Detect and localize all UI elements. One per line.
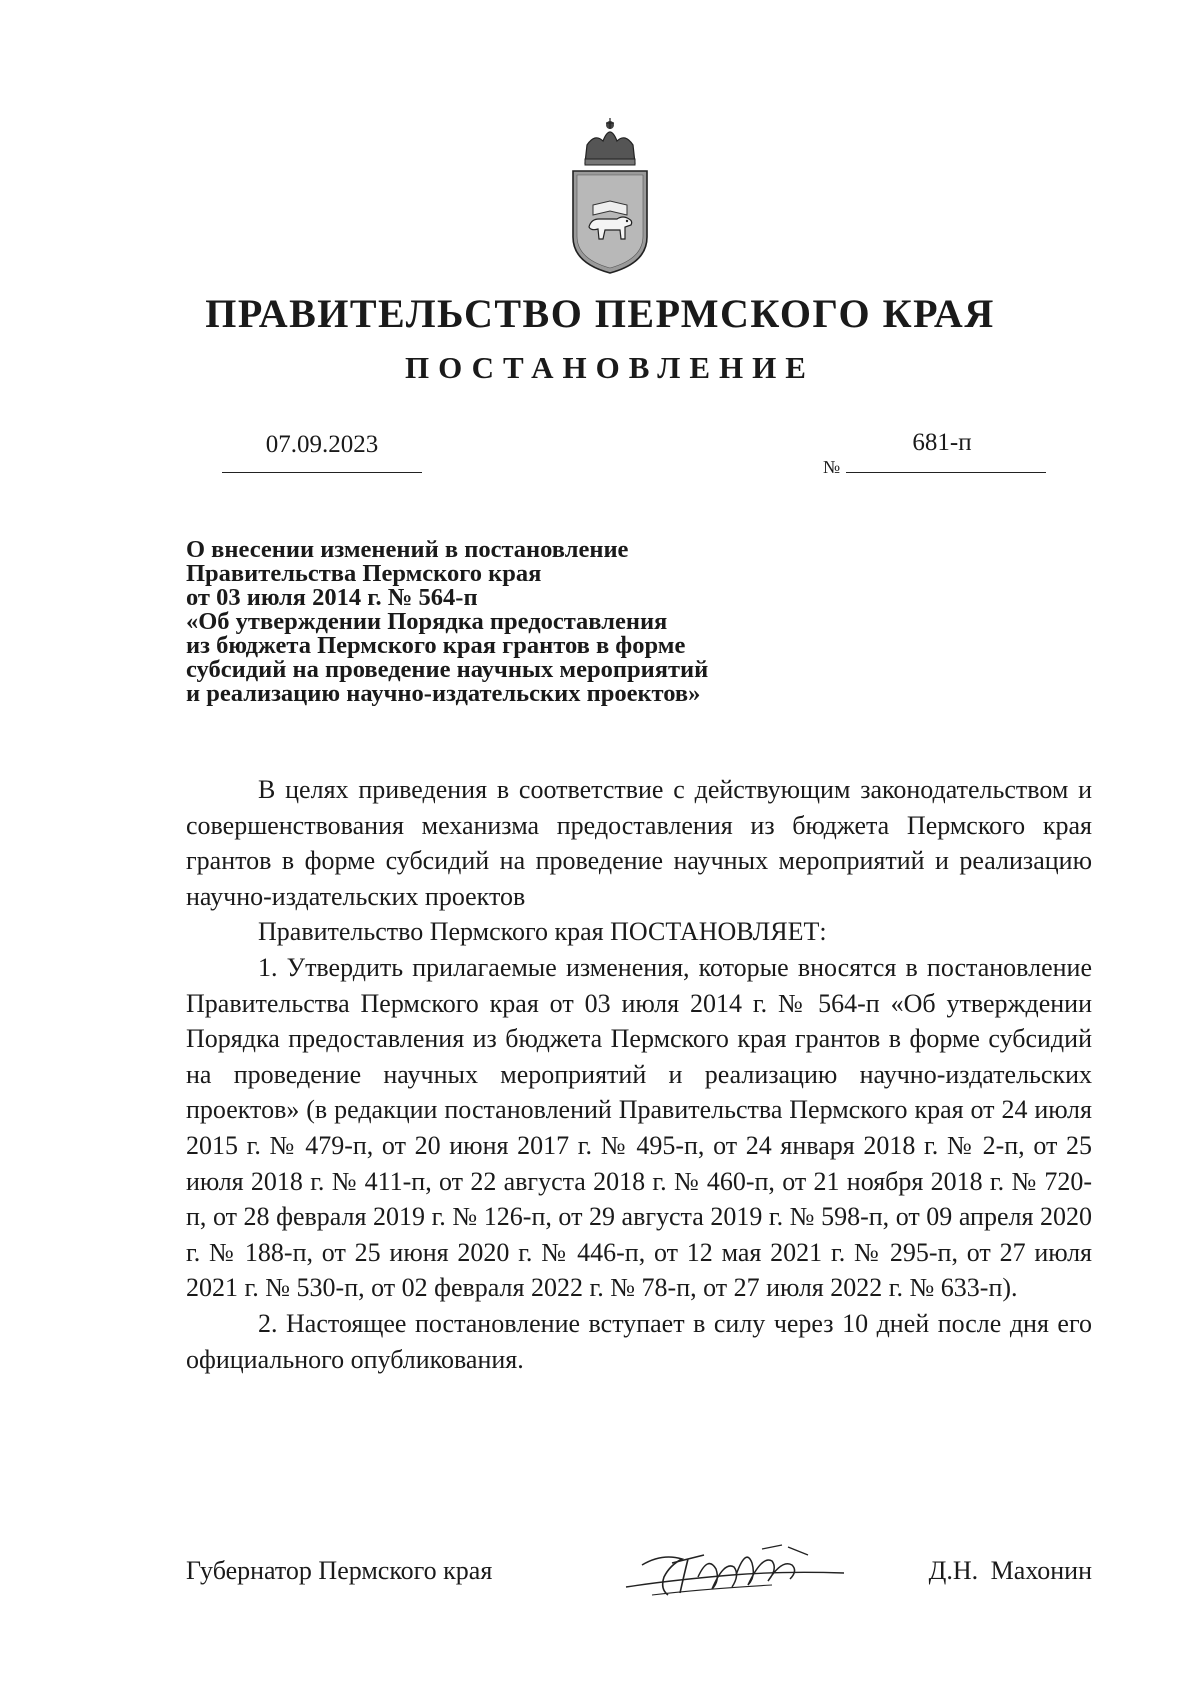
document-body <box>186 772 1092 1377</box>
document-number: 681-п <box>912 429 972 456</box>
date-underline <box>222 472 422 473</box>
title-line: и реализацию научно-издательских проектов» <box>186 680 701 707</box>
document-date: 07.09.2023 <box>265 431 379 458</box>
document-type: ПОСТАНОВЛЕНИЕ <box>405 350 815 385</box>
title-line: Правительства Пермского края <box>186 560 542 587</box>
resolves-paragraph: Правительство Пермского края ПОСТАНОВЛЯЕТ: <box>258 917 827 947</box>
signatory-name: Д.Н. Махонин <box>928 1556 1092 1585</box>
item-2-paragraph: 2. Настоящее постановление вступает в силу через 10 дней после дня его официального опубликования. <box>186 1308 1092 1374</box>
item-1-paragraph: 1. Утвердить прилагаемые изменения, которые вносятся в постановление Правительства Пермского края от 03 июля 2014 г. № 564-п «Об утверждении Порядка предоставления из бюджета Пермского края грантов в форме субсидий на проведение научных мероприятий и реализацию научно-издательских проектов» (в редакции постановлений Правительства Пермского края от 24 июля 2015 г. № 479-п, от 20 июня 2017 г. № 495-п, от 24 января 2018 г. № 2-п, от 25 июля 2018 г. № 411-п, от 22 августа 2018 г. № 460-п, от 21 ноября 2018 г. № 720-п, от 28 февраля 2019 г. № 126-п, от 29 августа 2019 г. № 598-п, от 09 апреля 2020 г. № 188-п, от 25 июня 2020 г. № 446-п, от 12 мая 2021 г. № 295-п, от 27 июля 2021 г. № 530-п, от 02 февраля 2022 г. № 78-п, от 27 июля 2022 г. № 633-п). <box>186 952 1092 1303</box>
title-line: субсидий на проведение научных мероприятий <box>186 656 709 683</box>
title-line: от 03 июля 2014 г. № 564-п <box>186 584 478 611</box>
number-sign: № <box>823 457 841 477</box>
signatory-position: Губернатор Пермского края <box>186 1556 493 1585</box>
number-underline <box>846 472 1046 473</box>
title-line: О внесении изменений в постановление <box>186 536 629 563</box>
signature-image <box>612 1525 852 1605</box>
document-title <box>186 538 826 706</box>
organization-name: ПРАВИТЕЛЬСТВО ПЕРМСКОГО КРАЯ <box>205 291 995 336</box>
coat-of-arms-icon <box>565 115 655 275</box>
title-line: из бюджета Пермского края грантов в форме <box>186 632 686 659</box>
title-line: «Об утверждении Порядка предоставления <box>186 608 668 635</box>
preamble-paragraph: В целях приведения в соответствие с действующим законодательством и совершенствования механизма предоставления из бюджета Пермского края грантов в форме субсидий на проведение научных мероприятий и реализацию научно-издательских проектов <box>186 775 1092 911</box>
